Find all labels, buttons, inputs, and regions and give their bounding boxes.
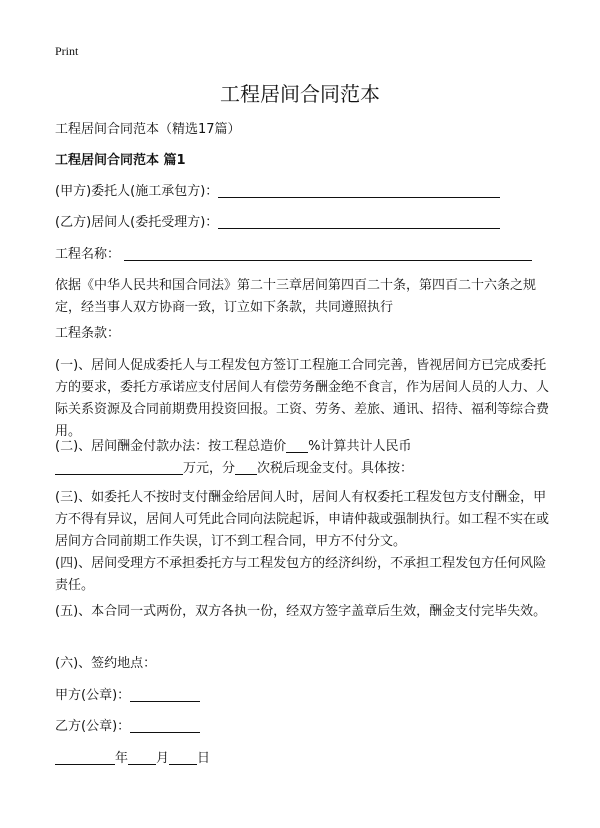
clause-2-percent-blank [286,436,308,453]
clause-2-part-1: (二)、居间酬金付款办法：按工程总造价 [55,439,287,454]
date-row [55,748,210,770]
clause-5: (五)、本合同一式两份，双方各执一份，经双方签字盖章后生效，酬金支付完毕失效。 [55,604,547,619]
clause-2-part-3: 万元，分 [183,461,236,476]
clause-2-part-4: 次税后现金支付。具体按： [257,461,414,476]
project-name-blank [124,244,532,261]
sign-a-label: 甲方(公章)： [55,688,131,703]
project-name-label: 工程名称： [55,247,121,262]
section-heading: 工程居间合同范本 篇1 [55,153,186,168]
sign-a-row [55,685,200,707]
party-a-label: (甲方)委托人(施工承包方)： [55,184,219,199]
party-b-row [55,212,500,234]
clause-4: (四)、居间受理方不承担委托方与工程发包方的经济纠纷，不承担工程发包方任何风险责任。 [55,556,547,593]
party-a-blank [218,181,500,198]
sign-a-blank [130,685,200,702]
party-b-blank [218,212,500,229]
clause-2-installments-blank [235,458,257,475]
clause-2-part-2: %计算共计人民币 [308,439,412,454]
clause-6: (六)、签约地点： [55,656,157,671]
clause-1: (一)、居间人促成委托人与工程发包方签订工程施工合同完善，皆视居间方已完成委托方的要求，委托方承诺应支付居间人有偿劳务酬金绝不食言，作为居间人员的人力、人际关系资源及合同前期费用投资回报。工资、劳务、差旅、通讯、招待、福利等综合费用。 [55,358,550,439]
sign-b-row [55,716,200,738]
terms-heading: 工程条款： [55,326,121,341]
day-blank [169,748,197,765]
document-subtitle: 工程居间合同范本（精选17篇） [55,122,241,137]
month-blank [128,748,156,765]
print-label[interactable]: Print [55,44,79,58]
clause-2 [55,436,550,480]
month-label: 月 [156,751,170,766]
year-blank [55,748,115,765]
party-a-row [55,181,500,203]
sign-b-label: 乙方(公章)： [55,719,131,734]
sign-b-blank [130,716,200,733]
party-b-label: (乙方)居间人(委托受理方)： [55,215,219,230]
clause-2-amount-blank [55,458,183,475]
document-title: 工程居间合同范本 [220,82,380,106]
year-label: 年 [115,751,129,766]
clause-3: (三)、如委托人不按时支付酬金给居间人时，居间人有权委托工程发包方支付酬金，甲方不得有异议，居间人可凭此合同向法院起诉，申请仲裁或强制执行。如工程不实在或居间方合同前期工作失误，订不到工程合同，甲方不付分文。 [55,490,550,549]
day-label: 日 [197,751,211,766]
intro-paragraph: 依据《中华人民共和国合同法》第二十三章居间第四百二十条，第四百二十六条之规定，经当事人双方协商一致，订立如下条款，共同遵照执行 [55,278,537,315]
project-name-row [55,244,532,266]
